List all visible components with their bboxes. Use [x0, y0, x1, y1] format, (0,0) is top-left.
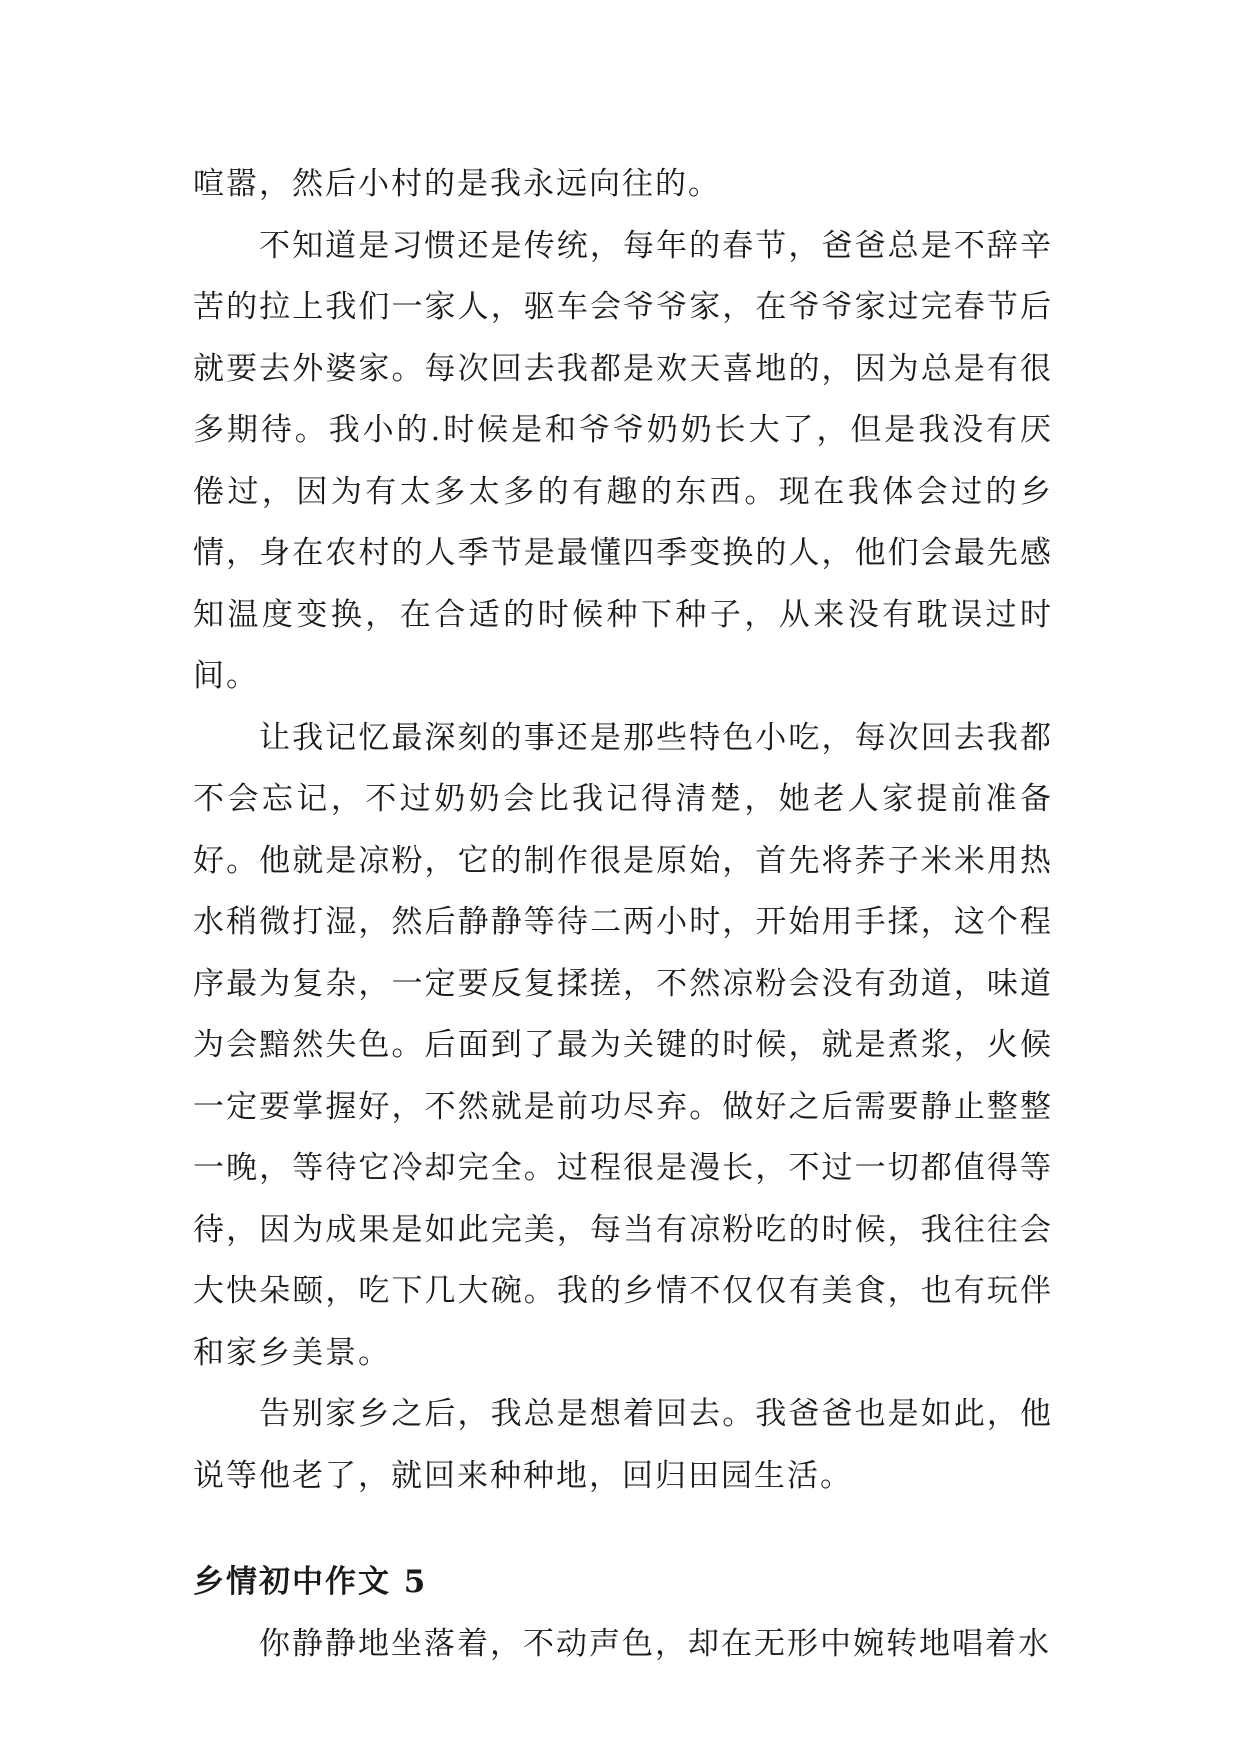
paragraph-farewell: 告别家乡之后，我总是想着回去。我爸爸也是如此，他说等他老了，就回来种种地，回归田园生活。 — [193, 1396, 1053, 1494]
section-heading: 乡情初中作文 5 — [193, 1564, 428, 1600]
paragraph-continued: 喧嚣，然后小村的是我永远向往的。 — [193, 166, 721, 202]
document-body — [193, 154, 1053, 1675]
paragraph-cold-noodles: 让我记忆最深刻的事还是那些特色小吃，每次回去我都不会忘记，不过奶奶会比我记得清楚，她老人家提前准备好。他就是凉粉，它的制作很是原始，首先将荞子米米用热水稍微打湿，然后静静等待二两小时，开始用手揉，这个程序最为复杂，一定要反复揉搓，不然凉粉会没有劲道，味道为会黯然失色。后面到了最为关键的时候，就是煮浆，火候一定要掌握好，不然就是前功尽弃。做好之后需要静止整整一晚，等待它冷却完全。过程很是漫长，不过一切都值得等待，因为成果是如此完美，每当有凉粉吃的时候，我往往会大快朵颐，吃下几大碗。我的乡情不仅仅有美食，也有玩伴和家乡美景。 — [193, 719, 1053, 1371]
paragraph-spring-festival: 不知道是习惯还是传统，每年的春节，爸爸总是不辞辛苦的拉上我们一家人，驱车会爷爷家，在爷爷家过完春节后就要去外婆家。每次回去我都是欢天喜地的，因为总是有很多期待。我小的.时候是和爷爷奶奶长大了，但是我没有厌倦过，因为有太多太多的有趣的东西。现在我体会过的乡情，身在农村的人季节是最懂四季变换的人，他们会最先感知温度变换，在合适的时候种下种子，从来没有耽误过时间。 — [193, 227, 1053, 694]
paragraph-next-essay: 你静静地坐落着，不动声色，却在无形中婉转地唱着水 — [259, 1625, 1051, 1662]
